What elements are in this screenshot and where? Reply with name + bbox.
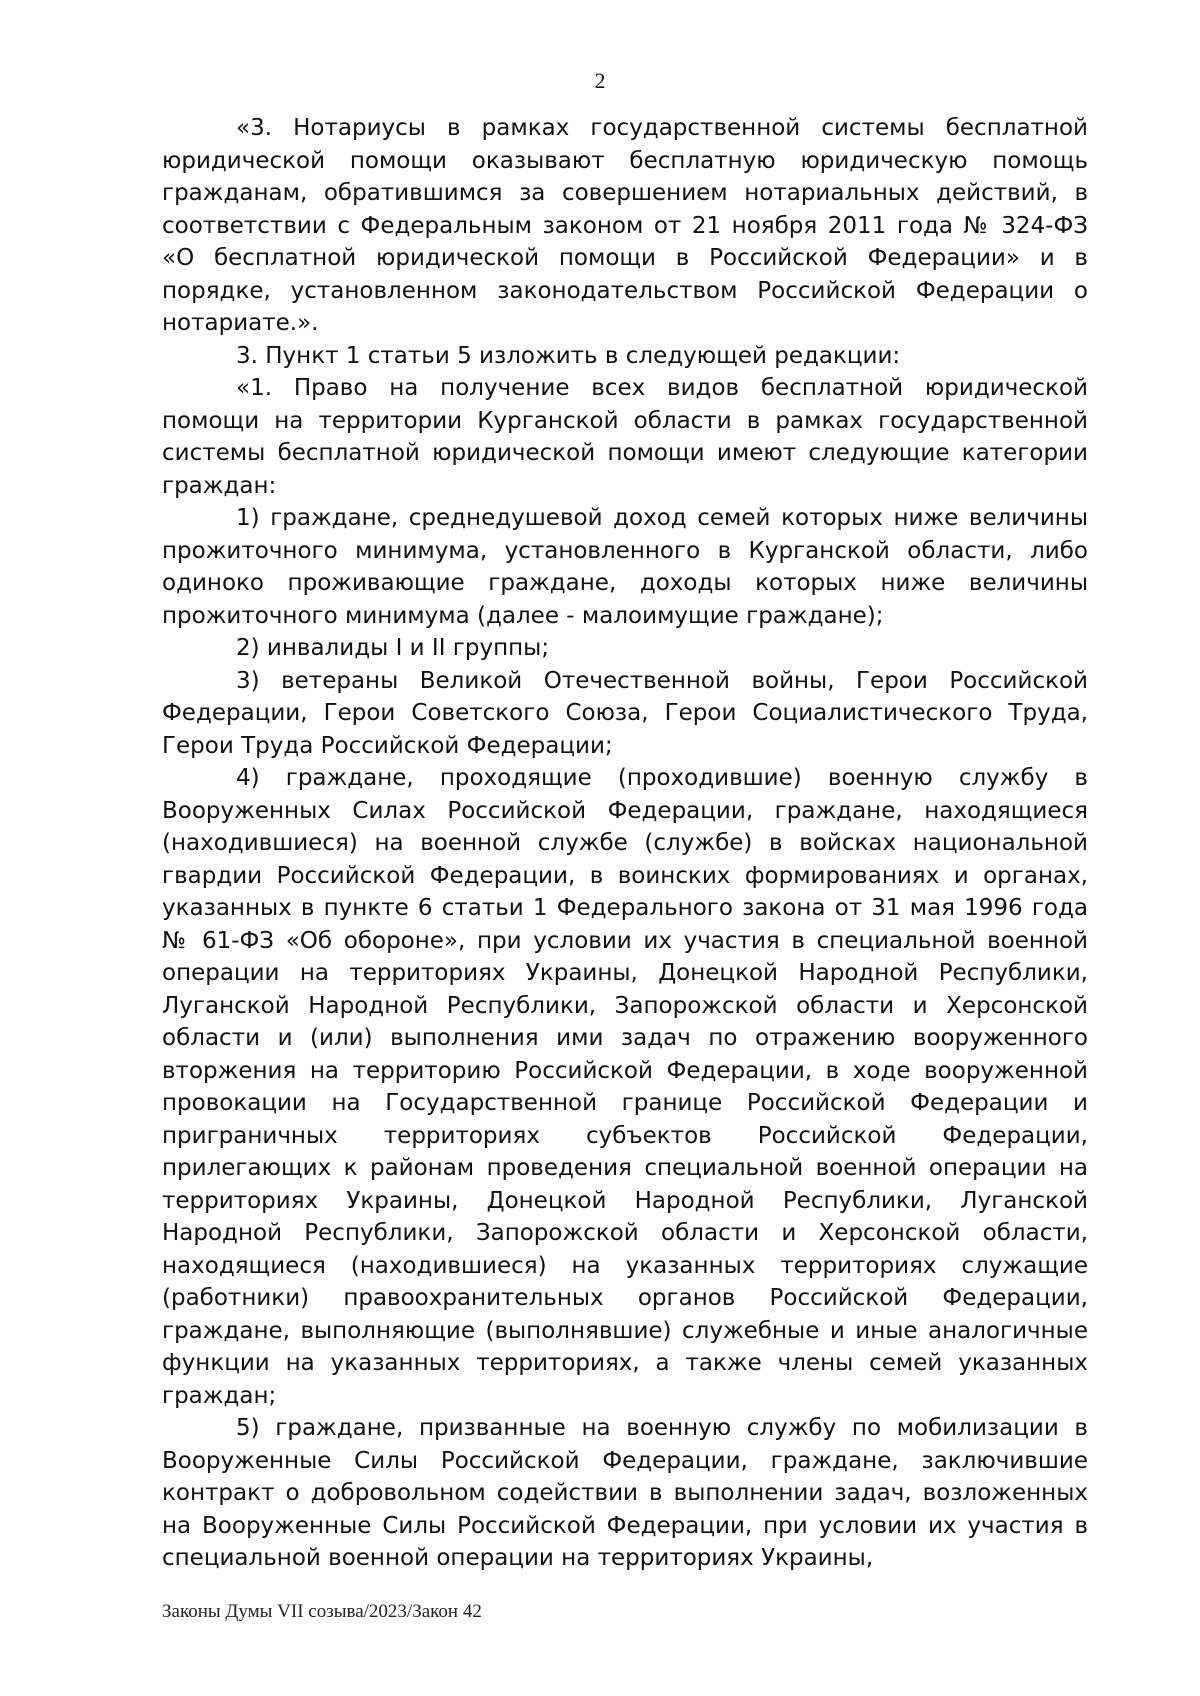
paragraph-item-1-right: «1. Право на получение всех видов бесплатной юридической помощи на территории Курганской области в рамках государственной системы бесплатной юридической помощи имеют следующие категории граждан: xyxy=(162,375,1088,499)
paragraph-amendment-article-5: 3. Пункт 1 статьи 5 изложить в следующей редакции: xyxy=(236,342,901,369)
document-body xyxy=(162,112,1088,1575)
page-number: 2 xyxy=(594,68,606,93)
document-footer: Законы Думы VII созыва/2023/Закон 42 xyxy=(162,1601,482,1622)
paragraph-item-3-notaries: «3. Нотариусы в рамках государственной системы бесплатной юридической помощи оказывают бесплатную юридическую помощь гражданам, обратившимся за совершением нотариальных действий, в соответствии с Федеральным законом от 21 ноября 2011 года № 324-ФЗ «О бесплатной юридической помощи в Российской Федерации» и в порядке, установленном законодательством Российской Федерации о нотариате.». xyxy=(162,115,1088,336)
list-item-veterans: 3) ветераны Великой Отечественной войны, Герои Российской Федерации, Герои Советского Союза, Герои Социалистического Труда, Герои Труда Российской Федерации; xyxy=(162,667,1088,759)
list-item-disabled: 2) инвалиды I и II группы; xyxy=(236,635,550,661)
list-item-mobilized: 5) граждане, призванные на военную службу по мобилизации в Вооруженные Силы Российской Федерации, граждане, заключившие контракт о добровольном содействии в выполнении задач, возложенных на Вооруженные Силы Российской Федерации, при условии их участия в специальной военной операции на территориях Украины, xyxy=(162,1415,1088,1571)
list-item-low-income: 1) граждане, среднедушевой доход семей которых ниже величины прожиточного минимума, установленного в Курганской области, либо одиноко проживающие граждане, доходы которых ниже величины прожиточного минимума (далее - малоимущие граждане); xyxy=(162,505,1088,629)
list-item-military-service: 4) граждане, проходящие (проходившие) военную службу в Вооруженных Силах Российской Федерации, граждане, находящиеся (находившиеся) на военной службе (службе) в войсках национальной гвардии Российской Федерации, в воинских формированиях и органах, указанных в пункте 6 статьи 1 Федерального закона от 31 мая 1996 года № 61-ФЗ «Об обороне», при условии их участия в специальной военной операции на территориях Украины, Донецкой Народной Республики, Луганской Народной Республики, Запорожской области и Херсонской области и (или) выполнения ими задач по отражению вооруженного вторжения на территорию Российской Федерации, в ходе вооруженной провокации на Государственной границе Российской Федерации и приграничных территориях субъектов Российской Федерации, прилегающих к районам проведения специальной военной операции на территориях Украины, Донецкой Народной Республики, Луганской Народной Республики, Запорожской области и Херсонской области, находящиеся (находившиеся) на указанных территориях служащие (работники) правоохранительных органов Российской Федерации, граждане, выполняющие (выполнявшие) служебные и иные аналогичные функции на указанных территориях, а также члены семей указанных граждан; xyxy=(162,765,1088,1409)
